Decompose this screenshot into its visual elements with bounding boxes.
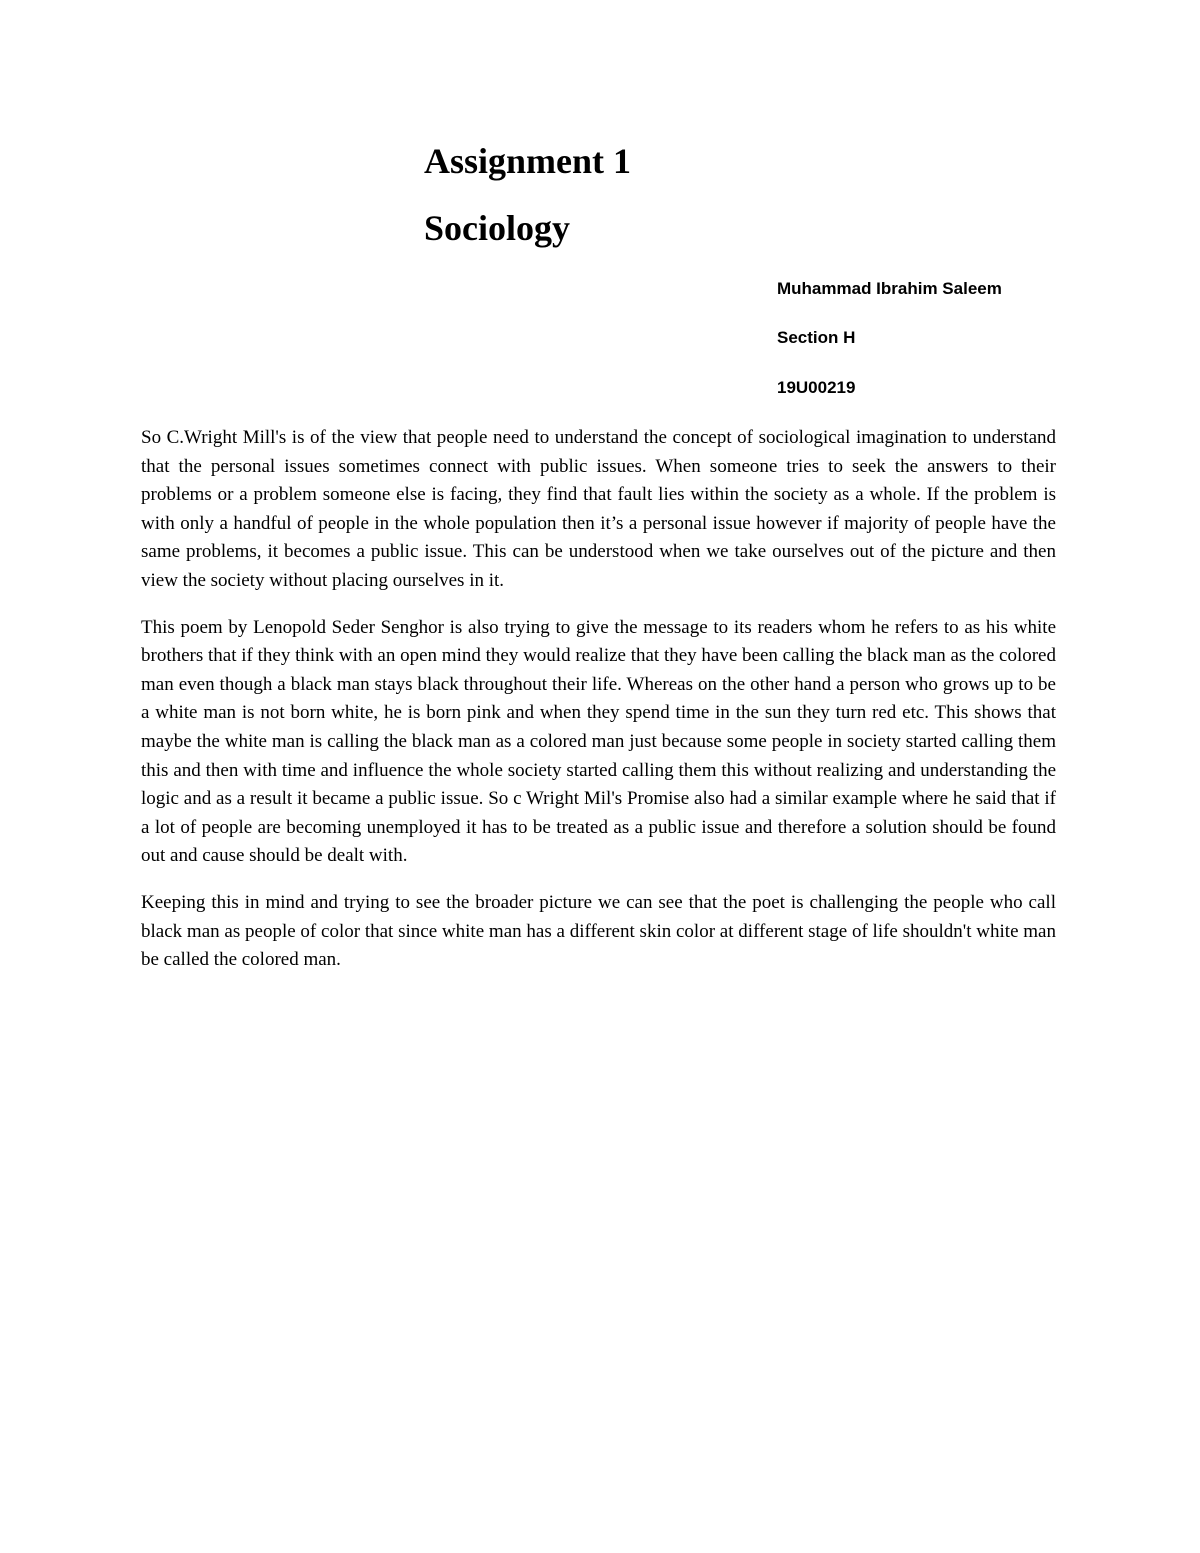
- paragraph-2: This poem by Lenopold Seder Senghor is also trying to give the message to its readers whom he refers to as his white brothers that if they think with an open mind they would realize that they have been calling the black man as the colored man even though a black man stays black throughout their life. Whereas on the other hand a person who grows up to be a white man is not born white, he is born pink and when they spend time in the sun they turn red etc. This shows that maybe the white man is calling the black man as a colored man just because some people in society started calling them this and then with time and influence the whole society started calling them this without realizing and understanding the logic and as a result it became a public issue. So c Wright Mil's Promise also had a similar example where he said that if a lot of people are becoming unemployed it has to be treated as a public issue and therefore a solution should be found out and cause should be dealt with.: [141, 616, 1056, 867]
- paragraph-3: Keeping this in mind and trying to see the broader picture we can see that the poet is challenging the people who call black man as people of color that since white man has a different skin color at different stage of life shouldn't white man be called the colored man.: [141, 891, 1056, 971]
- paragraph-1: So C.Wright Mill's is of the view that people need to understand the concept of sociological imagination to understand that the personal issues sometimes connect with public issues. When someone tries to seek the answers to their problems or a problem someone else is facing, they find that fault lies within the society as a whole. If the problem is with only a handful of people in the whole population then it’s a personal issue however if majority of people have the same problems, it becomes a public issue. This can be understood when we take ourselves out of the picture and then view the society without placing ourselves in it.: [141, 427, 1056, 591]
- essay-body: [141, 424, 1056, 993]
- student-id: 19U00219: [777, 378, 856, 397]
- author-name: Muhammad Ibrahim Saleem: [777, 279, 1002, 298]
- assignment-title: Assignment 1: [424, 141, 632, 181]
- section-label: Section H: [777, 328, 856, 347]
- subject-title: Sociology: [424, 208, 571, 248]
